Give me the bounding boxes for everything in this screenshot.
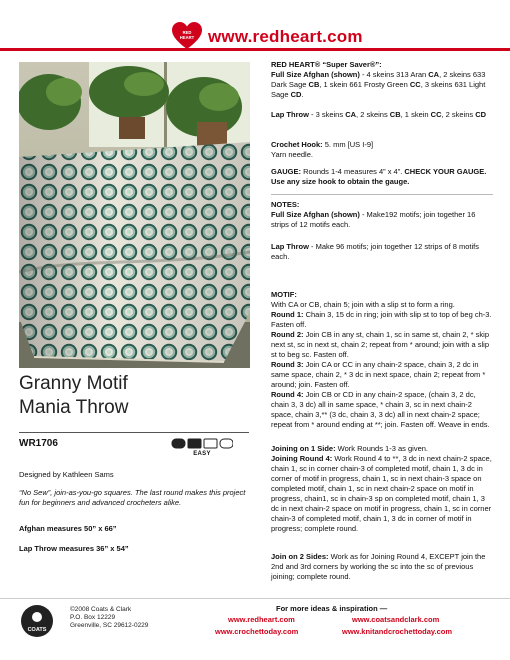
footer-link-knitandcrochettoday[interactable]: www.knitandcrochettoday.com	[342, 627, 453, 636]
skill-bar-4	[220, 439, 233, 448]
header-divider	[0, 48, 510, 51]
copyright-line-2: P.O. Box 12229	[70, 614, 116, 621]
pattern-divider	[19, 432, 249, 433]
hook-text: 5. mm [US I-9]	[322, 140, 374, 149]
copyright-block	[70, 606, 148, 630]
round2-text: Join CB in any st, chain 1, sc in same st, chain 2, * skip next st, sc in next st, chain 2; repeat from * around; join with a slip st to beg sc. Fasten off.	[271, 330, 490, 359]
joining-one-side-section	[271, 444, 493, 534]
skill-bar-2	[188, 439, 201, 448]
motif-intro: With CA or CB, chain 5; join with a slip st to form a ring.	[271, 300, 455, 309]
footer-link-redheart[interactable]: www.redheart.com	[228, 615, 295, 624]
red-heart-logo-icon	[172, 22, 202, 50]
footer-divider	[0, 598, 510, 599]
motif-heading: MOTIF:	[271, 290, 297, 299]
round1-text: Chain 3, 15 dc in ring; join with slip st to top of beg ch-3. Fasten off.	[271, 310, 492, 329]
copyright-line-1: ©2008 Coats & Clark	[70, 606, 132, 613]
round1-label: Round 1:	[271, 310, 304, 319]
title-line-2: Mania Throw	[19, 397, 129, 418]
lap-color-ca: CA	[345, 110, 357, 119]
gauge-label: GAUGE:	[271, 167, 301, 176]
round3-text: Join CA or CC in any chain-2 space, chain 3, 2 dc in same space, chain 2, * 3 dc in next space, chain 2; repeat from * around; join. Fasten off.	[271, 360, 486, 389]
color-cc: CC	[409, 80, 421, 89]
full-size-text-e: .	[301, 90, 304, 99]
header-url-link[interactable]: www.redheart.com	[208, 27, 363, 46]
full-size-text-c: , 1 skein 661 Frosty Green	[319, 80, 410, 89]
full-size-text-b: , 2 skeins 633 Dark Sage	[271, 70, 486, 89]
lap-color-cc: CC	[430, 110, 442, 119]
needle-text: Yarn needle.	[271, 150, 313, 159]
full-size-text-d: , 3 skeins 631 Light Sage	[271, 80, 486, 99]
joining2-text: Work as for Joining Round 4, EXCEPT join the 2nd and 3rd corners by working the sc into the sc of previous joining; complete round.	[271, 552, 486, 581]
product-photo	[19, 62, 250, 368]
round2-label: Round 2:	[271, 330, 304, 339]
footer-link-crochettoday[interactable]: www.crochettoday.com	[215, 627, 299, 636]
notes-full-label: Full Size Afghan (shown)	[271, 210, 360, 219]
color-cd: CD	[290, 90, 302, 99]
throw-measure: Lap Throw measures 36” x 54”	[19, 544, 129, 553]
pattern-info-row	[19, 432, 249, 462]
gauge-text: Rounds 1-4 measures 4” x 4”.	[301, 167, 405, 176]
svg-text:RED: RED	[182, 30, 192, 35]
coats-logo-text: COATS	[27, 627, 47, 633]
full-size-text-a: - 4 skeins 313 Aran	[359, 70, 429, 79]
round4-text: Join CB or CD in any chain-2 space, (chain 3, 2 dc, chain 3, 3 dc) all in same space, * chain 3, sc in next chain-2 space, chain 3,** (3 dc, chain 3, 3 dc) all in next chain-2 space; repeat from * around ending at **; join. Fasten off. Weave in ends.	[271, 390, 490, 429]
joining2-label: Join on 2 Sides:	[271, 552, 329, 561]
page-title	[19, 372, 249, 420]
joining1-text: Work Rounds 1-3 as given.	[335, 444, 428, 453]
skill-label: EASY	[193, 451, 211, 457]
notes-full-text: - Make192 motifs; join together 16 strips of 12 motifs each.	[271, 210, 476, 229]
motif-section	[271, 290, 493, 430]
svg-text:HEART: HEART	[179, 35, 195, 40]
joining1-label: Joining on 1 Side:	[271, 444, 336, 453]
notes-lap-label: Lap Throw	[271, 242, 309, 251]
lap-text-a: - 3 skeins	[308, 110, 346, 119]
hook-label: Crochet Hook:	[271, 140, 323, 149]
skill-bar-1	[172, 439, 185, 448]
color-cb: CB	[308, 80, 320, 89]
yarn-heading: RED HEART® “Super Saver®”:	[271, 60, 382, 69]
notes-lap	[271, 242, 493, 262]
joining-round4-label: Joining Round 4:	[271, 454, 333, 463]
materials-section	[271, 60, 493, 100]
gauge-emphasis: CHECK YOUR GAUGE. Use any size hook to obtain the gauge.	[271, 167, 487, 186]
skill-level-bars-icon	[171, 438, 233, 449]
skill-level	[171, 438, 233, 460]
throw-photo-illustration	[19, 62, 250, 368]
intro-text: “No Sew”, join-as-you-go squares. The last round makes this project fun for beginners and advanced crocheters alike.	[19, 488, 246, 507]
notes-heading: NOTES:	[271, 200, 300, 209]
lap-text-b: , 2 skeins	[356, 110, 390, 119]
afghan-measure: Afghan measures 50” x 66”	[19, 524, 117, 533]
copyright-line-3: Greenville, SC 29612-0229	[70, 622, 149, 629]
notes-section	[271, 200, 493, 230]
lap-throw-label: Lap Throw	[271, 110, 309, 119]
pattern-code: WR1706	[19, 438, 58, 449]
full-size-label: Full Size Afghan (shown)	[271, 70, 360, 79]
joining-two-sides-section	[271, 552, 493, 582]
lap-text-d: , 2 skeins	[441, 110, 476, 119]
lap-color-cb: CB	[389, 110, 401, 119]
gauge-section	[271, 167, 493, 187]
designer-credit: Designed by Kathleen Sams	[19, 470, 114, 479]
lap-color-cd: CD	[475, 110, 487, 119]
lap-throw-materials	[271, 110, 493, 120]
skill-bar-3	[204, 439, 217, 448]
joining-round4-text: Work Round 4 to **, 3 dc in next chain-2 space, chain 1, sc in corner chain-3 of completed motif, chain 1, 3 dc in corner of motif in progress, chain 1, sc in next chain-3 space on completed motif, chain 1, sc in next chain-2 space on motif in progress, chain1, sc in chain-3 sp on completed motif, chain 1, 3 dc in next chain-2 space on motif in progress, chain 1, sc in corner chain-3 of completed motif, chain 1, 3 dc in corner of motif in progress; complete round.	[271, 454, 492, 533]
notes-lap-text: - Make 96 motifs; join together 12 strips of 8 motifs each.	[271, 242, 479, 261]
round3-label: Round 3:	[271, 360, 304, 369]
hook-info	[271, 140, 493, 160]
coats-logo-icon	[20, 604, 54, 638]
color-ca: CA	[428, 70, 440, 79]
footer-link-coatsandclark[interactable]: www.coatsandclark.com	[352, 615, 440, 624]
lap-text-c: , 1 skein	[400, 110, 431, 119]
round4-label: Round 4:	[271, 390, 304, 399]
title-line-1: Granny Motif	[19, 373, 128, 394]
gauge-divider	[271, 194, 493, 195]
more-ideas-heading: For more ideas & inspiration —	[276, 604, 388, 613]
